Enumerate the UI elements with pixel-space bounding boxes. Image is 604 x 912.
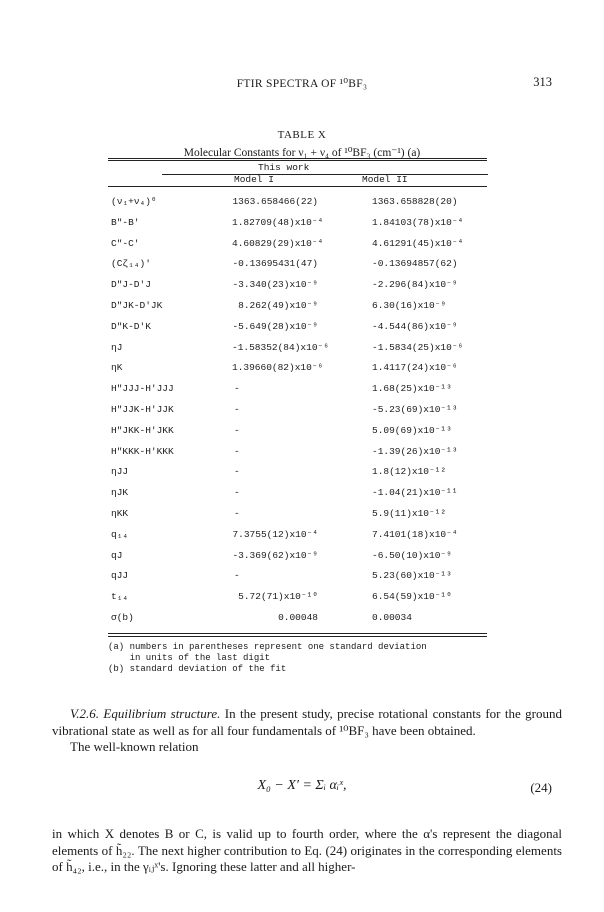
model-2-value: 1.68(25)x10⁻¹³ bbox=[372, 383, 452, 395]
model-2-value: 7.4101(18)x10⁻⁴ bbox=[372, 528, 458, 540]
table-label: TABLE X bbox=[277, 129, 327, 141]
row-label: (Cζ₁₄)' bbox=[111, 258, 151, 270]
model-2-value: 1.8(12)x10⁻¹² bbox=[372, 466, 447, 478]
row-label: H″JJK-H′JJK bbox=[111, 404, 174, 415]
model-1-value: -1.58352(84)x10⁻⁶ bbox=[232, 341, 329, 353]
table-row bbox=[0, 446, 604, 468]
model-2-value: 6.30(16)x10⁻⁹ bbox=[372, 300, 447, 311]
column-header-model-1: Model I bbox=[234, 174, 274, 185]
row-label: ηJ bbox=[111, 341, 123, 353]
group-header-rule bbox=[162, 174, 488, 175]
table-bottom-rule-2 bbox=[108, 636, 487, 637]
table-row bbox=[0, 217, 604, 239]
row-label: σ(b) bbox=[111, 612, 134, 623]
model-2-value: 1363.658828(20) bbox=[372, 196, 458, 207]
table-top-rule-2 bbox=[108, 160, 487, 161]
model-1-value: 4.60829(29)x10⁻⁴ bbox=[232, 237, 324, 249]
paragraph-text: In the present study, precise rotational constants for the ground vibrational state as well as for all four fundamentals of ¹⁰BF₃ have been obtained. bbox=[52, 706, 562, 738]
model-1-value: -0.13695431(47) bbox=[232, 258, 318, 270]
row-label: C"-C' bbox=[111, 237, 140, 249]
model-1-value: -5.649(28)x10⁻⁹ bbox=[232, 320, 318, 332]
table-row bbox=[0, 238, 604, 260]
table-row bbox=[0, 612, 604, 634]
table-row bbox=[0, 425, 604, 447]
model-1-value: 0.00048 bbox=[278, 612, 318, 623]
row-label: B"-B' bbox=[111, 216, 140, 228]
footnote-a-cont: in units of the last digit bbox=[108, 653, 271, 663]
model-1-value: - bbox=[234, 487, 240, 499]
table-row bbox=[0, 279, 604, 301]
model-2-value: 5.23(60)x10⁻¹³ bbox=[372, 570, 452, 582]
row-label: ηKK bbox=[111, 508, 129, 519]
table-row bbox=[0, 362, 604, 384]
row-label: qJJ bbox=[111, 570, 129, 582]
model-2-value: -1.5834(25)x10⁻⁶ bbox=[372, 341, 464, 353]
table-row bbox=[0, 321, 604, 343]
row-label: (ν₁+ν₄)⁰ bbox=[111, 196, 157, 207]
model-2-value: -6.50(10)x10⁻⁹ bbox=[372, 549, 452, 561]
running-title: FTIR SPECTRA OF ¹⁰BF₃ bbox=[236, 78, 368, 90]
footnote-b: (b) standard deviation of the fit bbox=[108, 664, 287, 674]
row-label: ηJK bbox=[111, 487, 129, 499]
table-caption: Molecular Constants for ν₁ + ν₄ of ¹⁰BF₃ (cm⁻¹) (a) bbox=[183, 147, 421, 159]
model-2-value: -0.13694857(62) bbox=[372, 258, 458, 270]
paragraph-body bbox=[52, 706, 562, 756]
table-row bbox=[0, 342, 604, 364]
equation: X₀ − X′ = Σᵢ αᵢˣ, bbox=[257, 778, 347, 793]
row-label: H″KKK-H′KKK bbox=[111, 445, 174, 457]
model-1-value: - bbox=[234, 404, 240, 415]
table-row bbox=[0, 404, 604, 426]
table-row bbox=[0, 570, 604, 592]
page-number: 313 bbox=[533, 75, 552, 89]
group-header: This work bbox=[258, 162, 310, 173]
model-2-value: -2.296(84)x10⁻⁹ bbox=[372, 279, 458, 291]
equation-number: (24) bbox=[530, 780, 552, 795]
model-2-value: 4.61291(45)x10⁻⁴ bbox=[372, 237, 464, 249]
model-1-value: - bbox=[234, 570, 240, 582]
table-row bbox=[0, 487, 604, 509]
model-2-value: 0.00034 bbox=[372, 612, 412, 623]
model-2-value: -1.04(21)x10⁻¹¹ bbox=[372, 487, 458, 499]
model-1-value: - bbox=[234, 466, 240, 478]
table-row bbox=[0, 258, 604, 280]
model-1-value: 1.39660(82)x10⁻⁶ bbox=[232, 362, 324, 374]
model-1-value: - bbox=[234, 445, 240, 457]
row-label: t₁₄ bbox=[111, 591, 129, 603]
model-2-value: -4.544(86)x10⁻⁹ bbox=[372, 320, 458, 332]
model-2-value: 5.9(11)x10⁻¹² bbox=[372, 508, 447, 519]
table-row bbox=[0, 550, 604, 572]
model-1-value: - bbox=[234, 508, 240, 519]
model-1-value: 1363.658466(22) bbox=[232, 196, 318, 207]
table-row bbox=[0, 383, 604, 405]
header-bottom-rule bbox=[108, 186, 487, 187]
table-top-rule bbox=[108, 158, 487, 159]
paragraph-equilibrium-structure bbox=[52, 706, 562, 739]
table-row bbox=[0, 529, 604, 551]
column-header-model-2: Model II bbox=[362, 174, 408, 185]
row-label: H″JJJ-H′JJJ bbox=[111, 383, 174, 395]
model-1-value: - bbox=[234, 424, 240, 436]
model-2-value: 1.84103(78)x10⁻⁴ bbox=[372, 216, 464, 228]
row-label: ηK bbox=[111, 362, 123, 374]
model-2-value: 6.54(59)x10⁻¹⁰ bbox=[372, 591, 452, 603]
table-row bbox=[0, 196, 604, 218]
model-1-value: -3.369(62)x10⁻⁹ bbox=[232, 549, 318, 561]
paragraph-continuation: in which X denotes B or C, is valid up to fourth order, where the α's represent the diagonal elements of h̃₂₂. The next higher contribution to Eq. (24) originates in the corresponding elements of h̃₄₂, i.e., in the γᵢⱼˣ's. Ignoring these latter and all higher- bbox=[52, 826, 562, 874]
model-2-value: -1.39(26)x10⁻¹³ bbox=[372, 445, 458, 457]
model-1-value: -3.340(23)x10⁻⁹ bbox=[232, 279, 318, 291]
paragraph-relation: The well-known relation bbox=[70, 739, 199, 754]
table-bottom-rule bbox=[108, 633, 487, 634]
row-label: H″JKK-H′JKK bbox=[111, 424, 174, 436]
footnote-a: (a) numbers in parentheses represent one standard deviation bbox=[108, 642, 427, 652]
row-label: q₁₄ bbox=[111, 528, 129, 540]
table-row bbox=[0, 591, 604, 613]
model-1-value: 1.82709(48)x10⁻⁴ bbox=[232, 216, 324, 228]
row-label: D″JK-D′JK bbox=[111, 300, 163, 311]
model-1-value: 7.3755(12)x10⁻⁴ bbox=[232, 528, 318, 540]
row-label: D″J-D′J bbox=[111, 279, 151, 291]
model-2-value: 5.09(69)x10⁻¹³ bbox=[372, 424, 452, 436]
row-label: D″K-D′K bbox=[111, 320, 151, 332]
section-heading: V.2.6. Equilibrium structure. bbox=[70, 706, 221, 721]
row-label: qJ bbox=[111, 549, 123, 561]
model-1-value: 5.72(71)x10⁻¹⁰ bbox=[238, 591, 318, 603]
row-label: ηJJ bbox=[111, 466, 129, 478]
model-1-value: 8.262(49)x10⁻⁹ bbox=[238, 300, 318, 311]
table-row bbox=[0, 466, 604, 488]
table-row bbox=[0, 300, 604, 322]
model-2-value: -5.23(69)x10⁻¹³ bbox=[372, 404, 458, 415]
model-1-value: - bbox=[234, 383, 240, 395]
model-2-value: 1.4117(24)x10⁻⁶ bbox=[372, 362, 458, 374]
table-row bbox=[0, 508, 604, 530]
